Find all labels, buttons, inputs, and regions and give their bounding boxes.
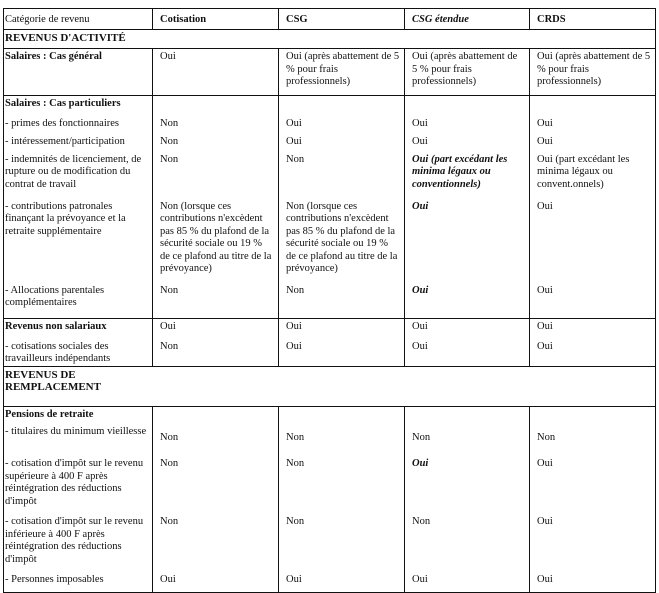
cell-crds: Oui (part excédant les minima légaux ou convent.onnels) <box>530 152 656 199</box>
cell-cotisation: Non <box>153 134 279 152</box>
row-label: - Personnes imposables <box>4 572 153 592</box>
table-row <box>4 572 656 592</box>
cell-cotisation: Non (lorsque ces contributions n'excèdent pas 85 % du plafond de la sécurité sociale ou 19 % de ce plafond au titre de la prévoyance) <box>153 199 279 283</box>
cell-crds: Oui <box>530 134 656 152</box>
section-heading: REVENUS DE REMPLACEMENT <box>4 366 656 406</box>
cell-crds: Oui <box>530 339 656 367</box>
row-label: Pensions de retraite <box>4 406 153 424</box>
cell-csg-etendue: Non <box>405 424 530 456</box>
cell-crds: Oui (après abattement de 5 % pour frais professionnels) <box>530 49 656 96</box>
column-header: Catégorie de revenu <box>4 9 153 30</box>
table-row <box>4 283 656 319</box>
table-row <box>4 319 656 339</box>
table-row <box>4 116 656 134</box>
column-header: CSG étendue <box>405 9 530 30</box>
cell-cotisation: Non <box>153 456 279 514</box>
table-row <box>4 424 656 456</box>
row-label: - indemnités de licenciement, de rupture ou de modification du contrat de travail <box>4 152 153 199</box>
section-row <box>4 366 656 406</box>
table-row <box>4 339 656 367</box>
cell-csg: Non (lorsque ces contributions n'excèdent pas 85 % du plafond de la sécurité sociale ou 19 % de ce plafond au titre de la prévoyance) <box>279 199 405 283</box>
cell-csg-etendue: Oui <box>405 319 530 339</box>
cell-cotisation: Non <box>153 152 279 199</box>
row-label: - cotisations sociales des travailleurs indépendants <box>4 339 153 367</box>
cell-cotisation: Oui <box>153 319 279 339</box>
income-contribution-table <box>3 8 656 593</box>
cell-cotisation: Non <box>153 424 279 456</box>
table-row <box>4 152 656 199</box>
cell-csg-etendue: Oui <box>405 134 530 152</box>
cell-crds: Oui <box>530 456 656 514</box>
cell-cotisation: Oui <box>153 572 279 592</box>
column-header: Cotisation <box>153 9 279 30</box>
column-header: CRDS <box>530 9 656 30</box>
row-label: Salaires : Cas particuliers <box>4 96 153 116</box>
cell-csg <box>279 406 405 424</box>
cell-csg: Oui <box>279 339 405 367</box>
row-label: Salaires : Cas général <box>4 49 153 96</box>
row-label: - cotisation d'impôt sur le revenu supérieure à 400 F après réintégration des réductions d'impôt <box>4 456 153 514</box>
cell-csg: Oui <box>279 134 405 152</box>
cell-csg: Oui <box>279 572 405 592</box>
cell-csg-etendue: Oui <box>405 339 530 367</box>
table-row <box>4 514 656 572</box>
cell-csg: Non <box>279 514 405 572</box>
cell-crds <box>530 96 656 116</box>
cell-cotisation <box>153 406 279 424</box>
cell-crds: Oui <box>530 116 656 134</box>
row-label: - contributions patronales finançant la prévoyance et la retraite supplémentaire <box>4 199 153 283</box>
table-row <box>4 134 656 152</box>
cell-csg-etendue: Oui <box>405 116 530 134</box>
row-label: - primes des fonctionnaires <box>4 116 153 134</box>
cell-csg: Non <box>279 283 405 319</box>
cell-cotisation: Non <box>153 339 279 367</box>
cell-csg: Non <box>279 456 405 514</box>
table-row <box>4 96 656 116</box>
row-label: - cotisation d'impôt sur le revenu inférieure à 400 F après réintégration des réductions d'impôt <box>4 514 153 572</box>
column-header: CSG <box>279 9 405 30</box>
cell-csg-etendue: Non <box>405 514 530 572</box>
cell-csg-etendue: Oui <box>405 283 530 319</box>
cell-cotisation: Non <box>153 514 279 572</box>
cell-crds: Oui <box>530 319 656 339</box>
cell-csg-etendue <box>405 406 530 424</box>
row-label: Revenus non salariaux <box>4 319 153 339</box>
table-row <box>4 456 656 514</box>
cell-cotisation: Oui <box>153 49 279 96</box>
table-row <box>4 49 656 96</box>
cell-csg: Oui <box>279 319 405 339</box>
cell-csg-etendue: Oui <box>405 572 530 592</box>
cell-crds: Oui <box>530 199 656 283</box>
cell-csg-etendue: Oui <box>405 456 530 514</box>
header-row <box>4 9 656 30</box>
table-row <box>4 199 656 283</box>
cell-crds <box>530 406 656 424</box>
cell-cotisation <box>153 96 279 116</box>
row-label: - intéressement/participation <box>4 134 153 152</box>
cell-csg-etendue: Oui (part excédant les minima légaux ou conventionnels) <box>405 152 530 199</box>
cell-csg-etendue: Oui (après abattement de 5 % pour frais professionnels) <box>405 49 530 96</box>
cell-csg: Oui (après abattement de 5 % pour frais professionnels) <box>279 49 405 96</box>
cell-cotisation: Non <box>153 283 279 319</box>
cell-csg <box>279 96 405 116</box>
section-heading: REVENUS D'ACTIVITÉ <box>4 30 656 49</box>
cell-csg-etendue <box>405 96 530 116</box>
cell-csg-etendue: Oui <box>405 199 530 283</box>
cell-csg: Non <box>279 152 405 199</box>
cell-cotisation: Non <box>153 116 279 134</box>
cell-crds: Oui <box>530 572 656 592</box>
cell-csg: Oui <box>279 116 405 134</box>
cell-csg: Non <box>279 424 405 456</box>
cell-crds: Oui <box>530 514 656 572</box>
row-label: - Allocations parentales complémentaires <box>4 283 153 319</box>
table-row <box>4 406 656 424</box>
row-label: - titulaires du minimum vieillesse <box>4 424 153 456</box>
section-row <box>4 30 656 49</box>
cell-crds: Oui <box>530 283 656 319</box>
cell-crds: Non <box>530 424 656 456</box>
